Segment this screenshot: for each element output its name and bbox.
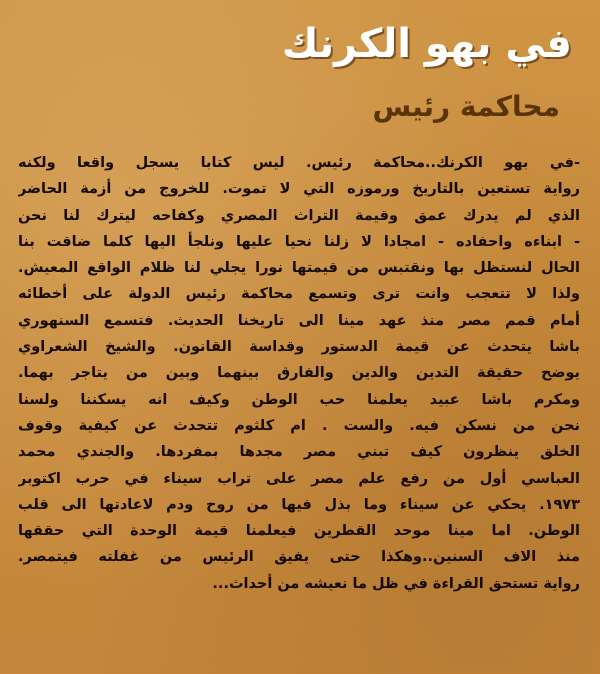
synopsis-line: باشا يتحدث عن قيمة الدستور وقداسة القانون. والشيخ الشعراوي: [18, 339, 580, 356]
synopsis-line: ١٩٧٣. يحكي عن سيناء وما بذل فيها من روح ودم لاعادتها الى قلب: [18, 496, 580, 513]
synopsis-line: ولذا لا تتعجب وانت ترى وتسمع محاكمة رئيس الدولة على أخطائه: [18, 286, 580, 303]
book-title: في بهو الكرنك: [281, 21, 572, 67]
synopsis-line: رواية تستحق القراءة في ظل ما نعيشه من أحداث...: [212, 575, 580, 592]
synopsis-line: الوطن. اما مينا موحد القطرين فيعلمنا قيمة الوحدة التي حققها: [18, 523, 580, 540]
synopsis-line: نحن من نسكن فيه. والست . ام كلثوم تتحدث عن كيفية وقوف: [18, 417, 580, 434]
synopsis-line: ومكرم باشا عبيد يعلمنا حب الوطن وكيف انه يسكننا ولسنا: [18, 391, 580, 408]
synopsis-line: -في بهو الكرنك..محاكمة رئيس. ليس كتابا يسجل واقعا ولكنه: [18, 155, 580, 171]
synopsis-line: رواية تستعين بالتاريخ ورموزه التي لا تموت. للخروج من أزمة الحاضر: [18, 181, 580, 198]
synopsis-line: منذ الاف السنين..وهكذا حتى يفيق الرئيس من غفلته فيتمصر.: [18, 549, 580, 566]
synopsis-line: - ابناءه واحفاده - امجادا لا زلنا نحيا عليها ونلجأ اليها كلما ضاقت بنا: [18, 233, 580, 250]
synopsis-line: العباسي أول من رفع علم مصر على تراب سيناء في حرب اكتوبر: [18, 470, 580, 487]
synopsis-text: [18, 150, 580, 597]
synopsis-line: يوضح حقيقة التدين والدين والفارق بينهما وبين من يتاجر بهما.: [18, 365, 580, 382]
synopsis-line: الحال لنستظل بها ونقتبس من قيمتها نورا يجلي لنا ظلام الواقع المعيش.: [18, 260, 580, 277]
book-subtitle: محاكمة رئيس: [372, 90, 560, 123]
synopsis-line: الخلق ينظرون كيف تبني مصر مجدها بمفردها. والجندي محمد: [18, 444, 580, 461]
synopsis-line: الذي لم يدرك عمق وقيمة التراث المصري وكفاحه ليترك لنا نحن: [18, 207, 580, 224]
synopsis-line: أمام قمم مصر منذ عهد مينا الى تاريخنا الحديث. فتسمع السنهوري: [18, 312, 580, 329]
